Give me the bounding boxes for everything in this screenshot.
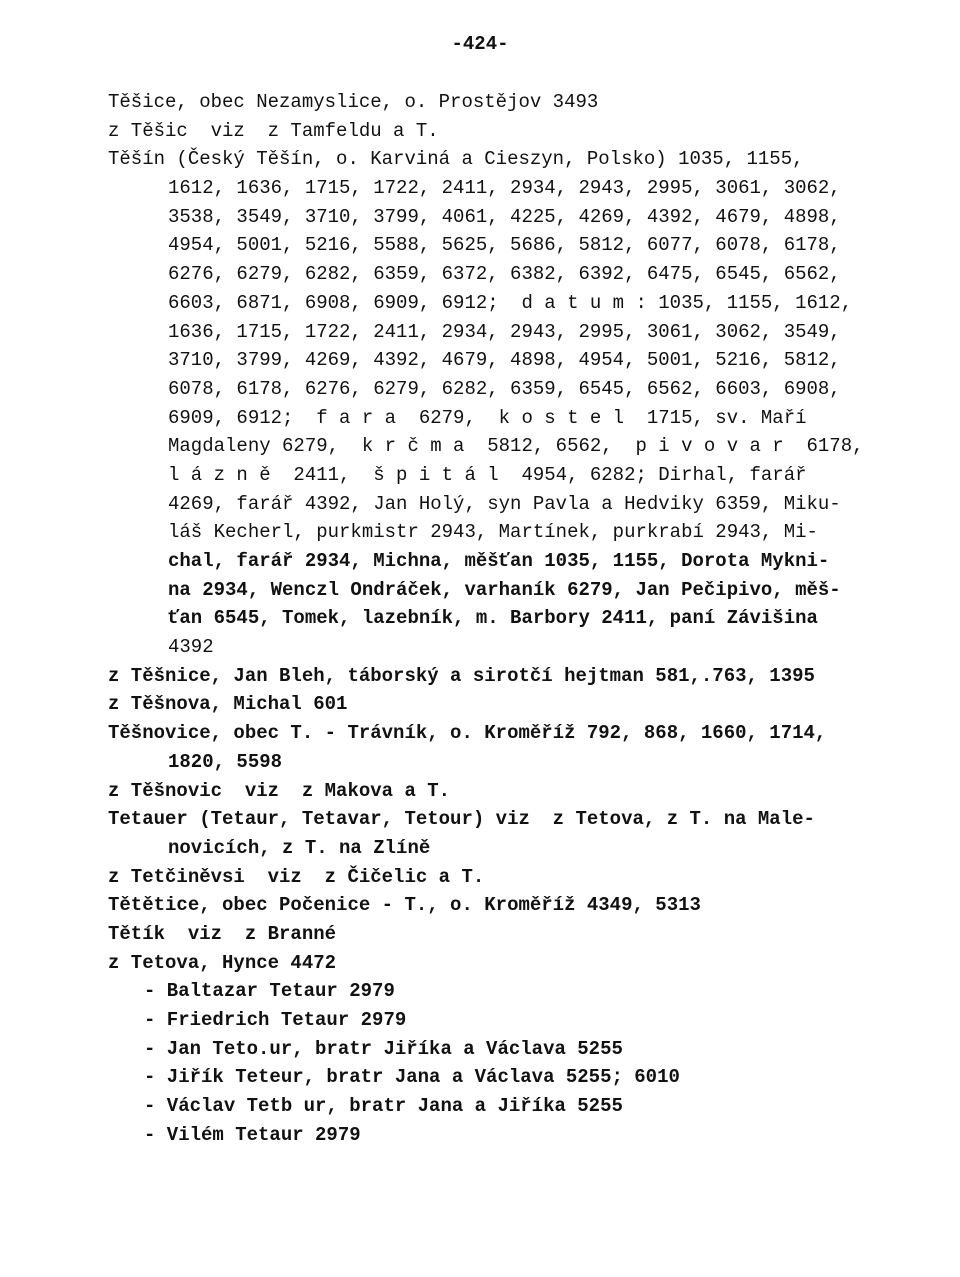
index-line: Tetauer (Tetaur, Tetavar, Tetour) viz z Tetova, z T. na Male-	[108, 808, 815, 831]
index-line: Tětík viz z Branné	[108, 922, 337, 945]
index-entries	[108, 88, 898, 1149]
index-line: z Těšnovic viz z Makova a T.	[108, 779, 451, 802]
index-line: Magdaleny 6279, k r č m a 5812, 6562, p i v o v a r 6178,	[168, 435, 864, 458]
index-line: z Těšnice, Jan Bleh, táborský a sirotčí hejtman 581,.763, 1395	[108, 664, 815, 687]
index-line: ťan 6545, Tomek, lazebník, m. Barbory 2411, paní Závišina	[168, 607, 818, 630]
index-line: z Tetova, Hynce 4472	[108, 951, 337, 974]
index-line: z Těšnova, Michal 601	[108, 693, 348, 716]
index-line: l á z n ě 2411, š p i t á l 4954, 6282; Dirhal, farář	[168, 463, 807, 486]
index-line: 4392	[168, 636, 214, 659]
index-line: 6909, 6912; f a r a 6279, k o s t e l 1715, sv. Maří	[168, 406, 807, 429]
index-line: - Václav Tetb ur, bratr Jana a Jiříka 5255	[144, 1095, 623, 1118]
index-line: 6276, 6279, 6282, 6359, 6372, 6382, 6392, 6475, 6545, 6562,	[168, 263, 841, 286]
index-line: z Tetčiněvsi viz z Čičelic a T.	[108, 865, 485, 888]
index-line: 6078, 6178, 6276, 6279, 6282, 6359, 6545, 6562, 6603, 6908,	[168, 377, 841, 400]
index-line: 1820, 5598	[168, 750, 283, 773]
index-line: 3538, 3549, 3710, 3799, 4061, 4225, 4269, 4392, 4679, 4898,	[168, 205, 841, 228]
index-line: Těšnovice, obec T. - Trávník, o. Kroměříž 792, 868, 1660, 1714,	[108, 722, 827, 745]
index-line: Těšice, obec Nezamyslice, o. Prostějov 3493	[108, 91, 599, 113]
index-line: na 2934, Wenczl Ondráček, varhaník 6279, Jan Pečipivo, měš-	[168, 578, 841, 601]
index-line: Těšín (Český Těšín, o. Karviná a Cieszyn, Polsko) 1035, 1155,	[108, 148, 804, 171]
index-line: novicích, z T. na Zlíně	[168, 836, 431, 859]
index-line: 1636, 1715, 1722, 2411, 2934, 2943, 2995, 3061, 3062, 3549,	[168, 320, 841, 343]
index-line: 4269, farář 4392, Jan Holý, syn Pavla a Hedviky 6359, Miku-	[168, 492, 841, 515]
index-line: 6603, 6871, 6908, 6909, 6912; d a t u m : 1035, 1155, 1612,	[168, 291, 853, 314]
index-line: 1612, 1636, 1715, 1722, 2411, 2934, 2943, 2995, 3061, 3062,	[168, 177, 841, 200]
index-line: z Těšic viz z Tamfeldu a T.	[108, 119, 439, 142]
index-line: - Jiřík Teteur, bratr Jana a Václava 5255; 6010	[144, 1066, 680, 1089]
index-line: Tětětice, obec Počenice - T., o. Kroměříž 4349, 5313	[108, 894, 701, 917]
index-line: láš Kecherl, purkmistr 2943, Martínek, purkrabí 2943, Mi-	[168, 521, 818, 544]
index-line: - Friedrich Tetaur 2979	[144, 1009, 407, 1031]
index-line: 4954, 5001, 5216, 5588, 5625, 5686, 5812, 6077, 6078, 6178,	[168, 234, 841, 257]
index-line: - Baltazar Tetaur 2979	[144, 980, 395, 1003]
index-line: 3710, 3799, 4269, 4392, 4679, 4898, 4954, 5001, 5216, 5812,	[168, 349, 841, 372]
page-number: -424-	[451, 33, 509, 55]
index-line: - Vilém Tetaur 2979	[144, 1123, 361, 1146]
index-line: chal, farář 2934, Michna, měšťan 1035, 1155, Dorota Mykni-	[168, 550, 830, 572]
index-line: - Jan Teto.ur, bratr Jiříka a Václava 5255	[144, 1037, 623, 1060]
